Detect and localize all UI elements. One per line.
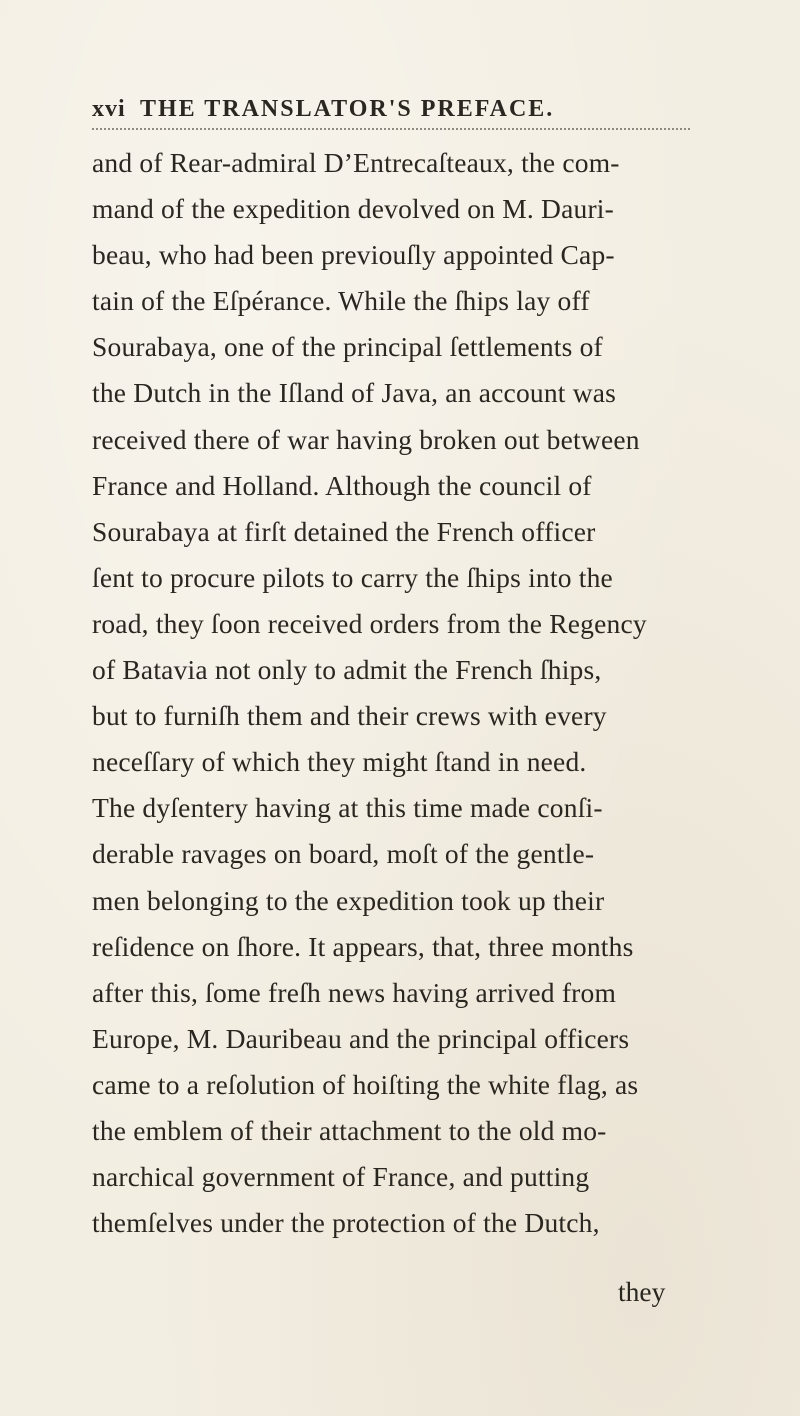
- text-line: neceſſary of which they might ſtand in need.: [92, 746, 587, 778]
- text-line: ſent to procure pilots to carry the ſhips into the: [92, 561, 613, 593]
- text-line: road, they ſoon received orders from the Regency: [92, 607, 647, 639]
- text-line: came to a reſolution of hoiſting the white flag, as: [92, 1068, 639, 1100]
- text-line: tain of the Eſpérance. While the ſhips lay off: [92, 285, 590, 317]
- text-line: and of Rear-admiral D’Entrecaſteaux, the com-: [92, 147, 620, 178]
- text-line: the Dutch in the Iſland of Java, an account was: [92, 377, 617, 409]
- text-line: mand of the expedition devolved on M. Dauri-: [92, 193, 615, 225]
- text-line: of Batavia not only to admit the French ſhips,: [92, 654, 602, 686]
- page-number: xvi: [92, 96, 126, 122]
- text-line: Sourabaya, one of the principal ſettlements of: [92, 331, 603, 363]
- text-line: derable ravages on board, moſt of the gentle-: [92, 838, 595, 870]
- text-line: Europe, M. Dauribeau and the principal officers: [92, 1022, 630, 1054]
- text-line: after this, ſome freſh news having arrived from: [92, 976, 617, 1008]
- text-line: but to furniſh them and their crews with every: [92, 700, 607, 732]
- header-rule: [92, 128, 690, 130]
- text-line: themſelves under the protection of the Dutch,: [92, 1207, 600, 1239]
- text-line: beau, who had been previouſly appointed Cap-: [92, 239, 615, 271]
- text-line: the emblem of their attachment to the old mo-: [92, 1114, 607, 1146]
- text-line: France and Holland. Although the council of: [92, 469, 592, 501]
- text-line: narchical government of France, and putting: [92, 1161, 590, 1193]
- text-line: received there of war having broken out between: [92, 423, 640, 455]
- text-line: Sourabaya at firſt detained the French officer: [92, 515, 596, 547]
- text-line: The dyſentery having at this time made conſi-: [92, 792, 603, 824]
- page-header: [92, 96, 712, 136]
- catchword: they: [618, 1276, 666, 1307]
- text-line: men belonging to the expedition took up their: [92, 884, 605, 916]
- text-line: reſidence on ſhore. It appears, that, three months: [92, 930, 634, 962]
- running-head: THE TRANSLATOR'S PREFACE.: [140, 96, 555, 122]
- body-text: [92, 140, 722, 1246]
